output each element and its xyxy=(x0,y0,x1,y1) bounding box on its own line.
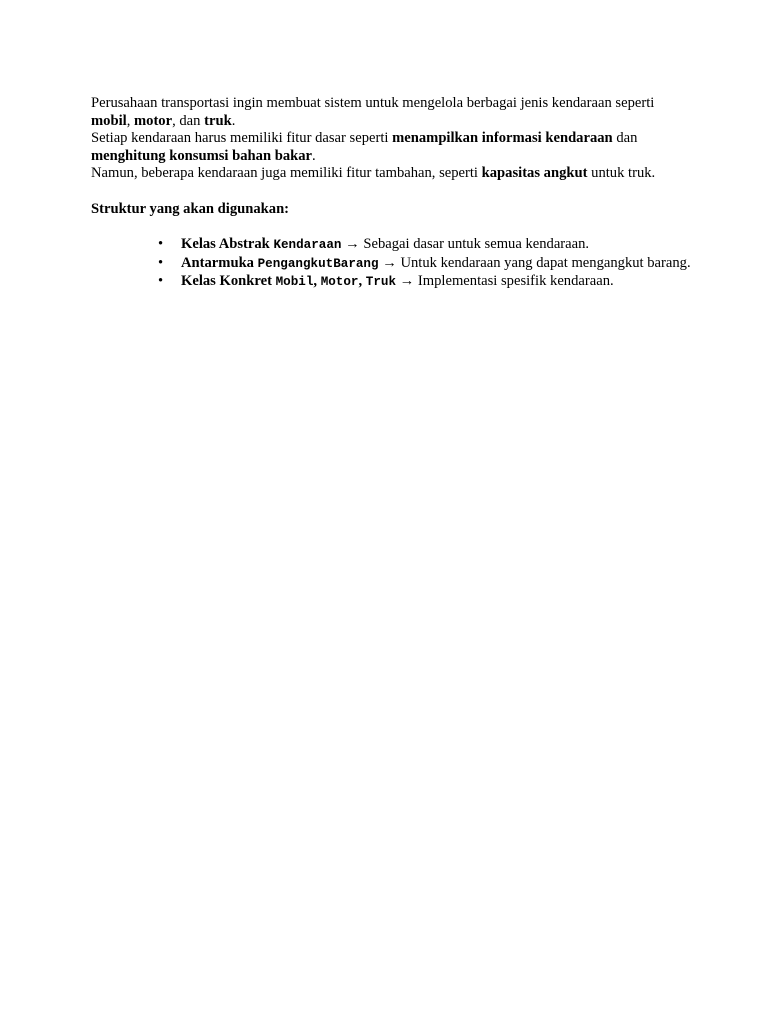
structure-heading: Struktur yang akan digunakan: xyxy=(91,200,290,217)
text: . xyxy=(312,147,316,164)
text: , dan xyxy=(172,112,205,129)
text: Namun, beberapa kendaraan juga memiliki fitur tambahan, seperti xyxy=(91,165,482,181)
list-item xyxy=(158,254,691,274)
spacer xyxy=(91,183,691,201)
text: dan xyxy=(612,130,638,146)
bullet-icon: • xyxy=(158,236,164,252)
features-paragraph xyxy=(91,130,691,165)
text: , xyxy=(126,112,134,129)
arrow-icon: → xyxy=(378,254,401,271)
text: . xyxy=(231,112,236,129)
list-item xyxy=(158,236,691,255)
item-code: Mobil xyxy=(275,275,314,289)
arrow-icon: → xyxy=(396,273,418,289)
item-code: Truk xyxy=(365,275,397,289)
bold-capacity: kapasitas angkut xyxy=(481,165,588,181)
item-label: Kelas Konkret xyxy=(181,273,276,289)
bullet-icon: • xyxy=(158,254,164,271)
separator: , xyxy=(313,273,321,289)
text: Setiap kendaraan harus memiliki fitur dasar seperti xyxy=(91,130,393,146)
structure-list xyxy=(91,236,691,292)
item-code: Motor xyxy=(320,275,359,289)
bold-feature-info: menampilkan informasi kendaraan xyxy=(392,130,613,146)
bold-mobil: mobil xyxy=(91,112,127,129)
bold-feature-fuel: menghitung konsumsi bahan bakar xyxy=(91,147,313,164)
item-description: Untuk kendaraan yang dapat mengangkut barang. xyxy=(400,254,691,271)
intro-paragraph xyxy=(91,95,691,130)
item-label: Kelas Abstrak xyxy=(181,236,274,252)
bold-truk: truk xyxy=(204,112,232,129)
item-label: Antarmuka xyxy=(181,254,258,271)
extra-features-paragraph xyxy=(91,165,691,183)
bullet-icon: • xyxy=(158,273,164,289)
item-code: Kendaraan xyxy=(273,238,342,252)
document-body xyxy=(91,95,691,292)
item-description: Sebagai dasar untuk semua kendaraan. xyxy=(363,236,590,252)
list-item xyxy=(158,273,691,292)
item-code: PengangkutBarang xyxy=(257,256,379,271)
arrow-icon: → xyxy=(341,236,364,252)
item-description: Implementasi spesifik kendaraan. xyxy=(417,273,614,289)
bold-motor: motor xyxy=(133,112,173,129)
separator: , xyxy=(358,273,366,289)
text: untuk truk. xyxy=(587,165,656,181)
text: Perusahaan transportasi ingin membuat sistem untuk mengelola berbagai jenis kendaraan seperti xyxy=(91,95,655,111)
